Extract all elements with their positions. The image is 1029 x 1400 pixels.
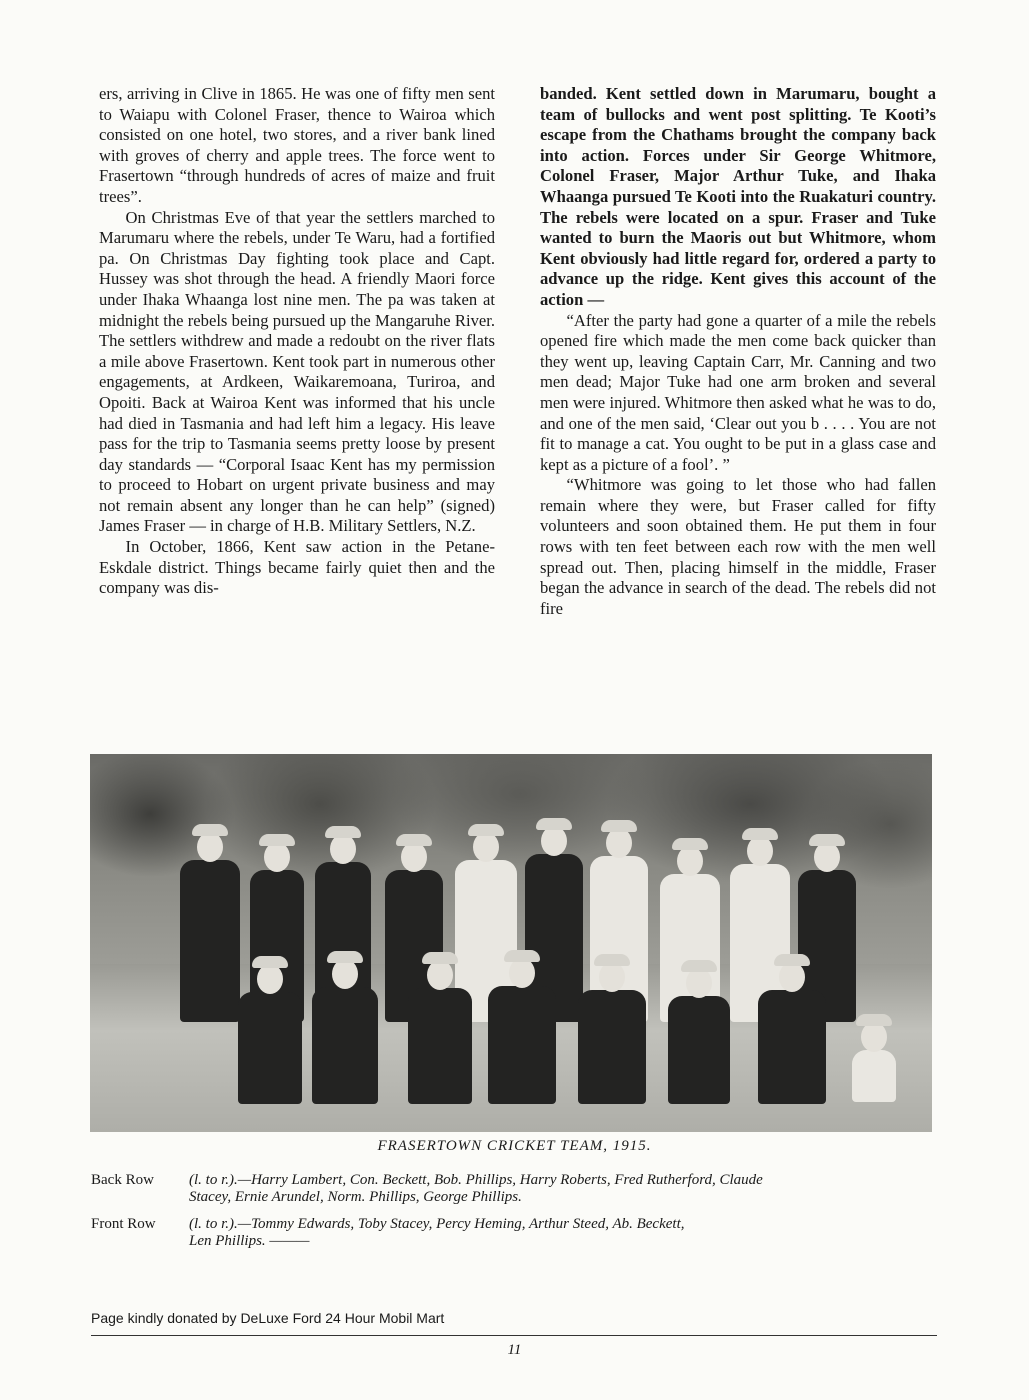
- person-silhouette: [488, 958, 556, 1104]
- front-row-names-line-1: (l. to r.).—Tommy Edwards, Toby Stacey, Percy Heming, Arthur Steed, Ab. Beckett,: [189, 1216, 685, 1232]
- person-silhouette: [180, 832, 240, 1022]
- team-photo: [90, 754, 932, 1132]
- right-paragraph-1: banded. Kent settled down in Marumaru, bought a team of bullocks and went post splitting. Te Kooti’s escape from the Chathams brought the company back into action. Forces under Sir George Whitmore, Colonel Fraser, Major Arthur Tuke, and Ihaka Whaanga pursued Te Kooti into the Ruakaturi country. The rebels were located on a spur. Fraser and Tuke wanted to burn the Maoris out but Whitmore, whom Kent obviously had little regard for, ordered a party to advance up the ridge. Kent gives this account of the action —: [540, 84, 936, 309]
- donation-note: Page kindly donated by DeLuxe Ford 24 Hour Mobil Mart: [91, 1310, 445, 1326]
- left-column: [99, 84, 495, 599]
- person-silhouette: [668, 968, 730, 1104]
- left-paragraph-3: In October, 1866, Kent saw action in the Petane-Eskdale district. Things became fairly quiet then and the company was dis-: [99, 537, 495, 598]
- back-row-label: Back Row: [91, 1172, 154, 1188]
- photo-caption: FRASERTOWN CRICKET TEAM, 1915.: [377, 1138, 652, 1154]
- front-row-names-line-2: Len Phillips. ———: [189, 1233, 310, 1249]
- person-silhouette: [312, 959, 378, 1104]
- person-silhouette: [408, 960, 472, 1104]
- back-row-names-line-1: (l. to r.).—Harry Lambert, Con. Beckett, Bob. Phillips, Harry Roberts, Fred Rutherford, Claude: [189, 1172, 763, 1188]
- left-paragraph-2: On Christmas Eve of that year the settlers marched to Marumaru where the rebels, under Te Waru, had a fortified pa. On Christmas Day fighting took place and Capt. Hussey was shot through the head. A friendly Maori force under Ihaka Whaanga lost nine men. The pa was taken at midnight the rebels being pursued up the Mangaruhe River. The settlers withdrew and made a redoubt on the river flats a mile above Frasertown. Kent took part in numerous other engagements, at Ardkeen, Waikaremoana, Turiroa, and Opoiti. Back at Wairoa Kent was informed that his uncle had died in Tasmania and had left him a legacy. His leave pass for the trip to Tasmania seems pretty loose by present day standards — “Corporal Isaac Kent has my permission to proceed to Hobart on urgent private business and may not remain absent any longer than he can help” (signed) James Fraser — in charge of H.B. Military Settlers, N.Z.: [99, 207, 495, 536]
- front-row-label: Front Row: [91, 1216, 156, 1232]
- page-number: 11: [507, 1342, 522, 1358]
- person-silhouette: [578, 962, 646, 1104]
- back-row-credits: [91, 1172, 937, 1206]
- footer-rule: [91, 1335, 937, 1336]
- person-silhouette: [238, 964, 302, 1104]
- child-silhouette: [852, 1022, 896, 1102]
- person-silhouette: [758, 962, 826, 1104]
- front-row-credits: [91, 1216, 937, 1250]
- right-paragraph-2: “After the party had gone a quarter of a mile the rebels opened fire which made the men come back quicker than they went up, leaving Captain Carr, Mr. Canning and two men dead; Major Tuke had one arm broken and several men were injured. Whitmore then asked what he was to do, and one of the men said, ‘Clear out you b . . . . You are not fit to manage a cat. You ought to be put in a glass case and kept as a picture of a fool’. ”: [540, 310, 936, 474]
- back-row-names-line-2: Stacey, Ernie Arundel, Norm. Phillips, George Phillips.: [189, 1189, 522, 1205]
- right-column: [540, 84, 936, 619]
- left-paragraph-1: ers, arriving in Clive in 1865. He was one of fifty men sent to Waiapu with Colonel Fraser, thence to Wairoa which consisted on one hotel, two stores, and a river bank lined with groves of cherry and apple trees. The force went to Frasertown “through hundreds of acres of maize and fruit trees”.: [99, 84, 495, 206]
- right-paragraph-3: “Whitmore was going to let those who had fallen remain where they were, but Fraser called for fifty volunteers and soon obtained them. He put them in four rows with ten feet between each row with the men well spread out. Then, placing himself in the middle, Fraser began the advance in search of the dead. The rebels did not fire: [540, 475, 936, 618]
